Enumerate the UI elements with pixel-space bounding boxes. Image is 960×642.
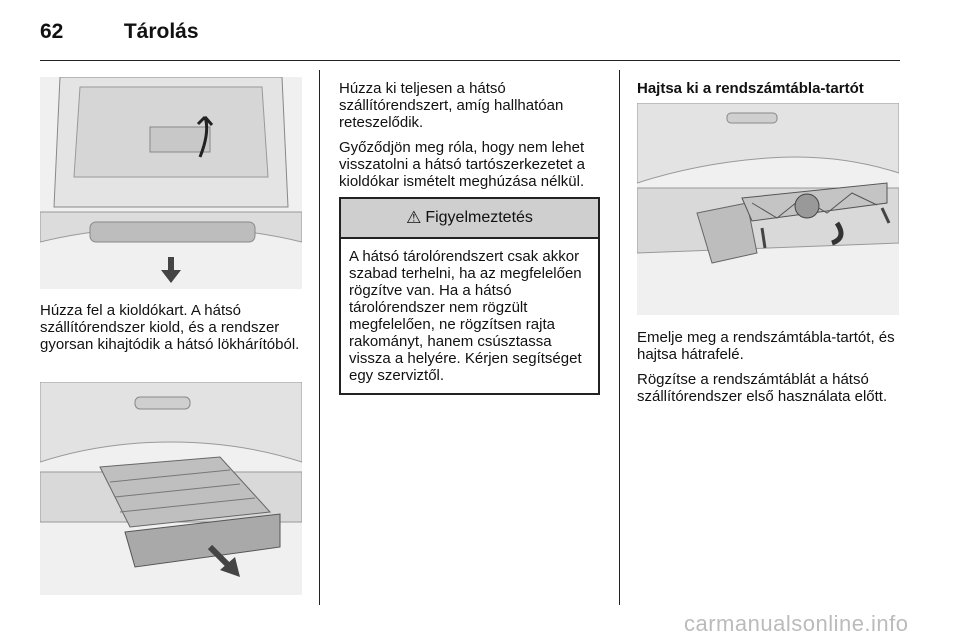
warning-header xyxy=(341,199,598,239)
illustration-release-lever xyxy=(40,77,302,289)
paragraph-ensure-locked: Győződjön meg róla, hogy nem lehet visszatolni a hátsó tartószerkezetet a kioldókar ismételt meghúzása nélkül. xyxy=(339,139,585,190)
paragraph-fix-plate: Rögzítse a rendszámtáblát a hátsó szállítórendszer első használata előtt. xyxy=(637,371,888,405)
paragraph-pull-out: Húzza ki teljesen a hátsó szállítórendszert, amíg hallhatóan reteszelődik. xyxy=(339,80,564,131)
warning-triangle-icon: ⚠ xyxy=(406,208,422,227)
column-3-text xyxy=(637,329,905,413)
watermark: carmanualsonline.info xyxy=(684,611,909,636)
warning-title: Figyelmeztetés xyxy=(425,209,533,226)
column-3-heading-wrap xyxy=(637,80,902,105)
illustration-carrier-extended xyxy=(40,382,302,595)
caption-release-lever: Húzza fel a kioldókart. A hátsó szállítórendszer kiold, és a rendszer gyorsan kihajtódik a hátsó lökhárítóból. xyxy=(40,302,300,353)
page-number: 62 xyxy=(40,20,64,43)
section-heading: Hajtsa ki a rendszámtábla-tartót xyxy=(637,80,864,97)
paragraph-raise-holder: Emelje meg a rendszámtábla-tartót, és hajtsa hátrafelé. xyxy=(637,329,895,363)
page-title: Tárolás xyxy=(123,20,199,43)
column-1-text xyxy=(40,302,305,361)
warning-text: A hátsó tárolórendszert csak akkor szabad terhelni, ha az megfelelően rögzítve van. Ha a hátsó tárolórendszer nem rögzült megfelelően, ne rögzítsen rajta rakományt, hanem csúsztassa vissza a helyére. Kérjen segítséget egy szerviztől. xyxy=(349,248,582,384)
warning-box xyxy=(339,197,600,395)
column-2-text xyxy=(339,80,607,198)
illustration-plate-holder xyxy=(637,103,899,315)
header-rule xyxy=(40,60,900,61)
column-divider-1 xyxy=(319,70,320,605)
column-divider-2 xyxy=(619,70,620,605)
page-header xyxy=(40,20,199,44)
